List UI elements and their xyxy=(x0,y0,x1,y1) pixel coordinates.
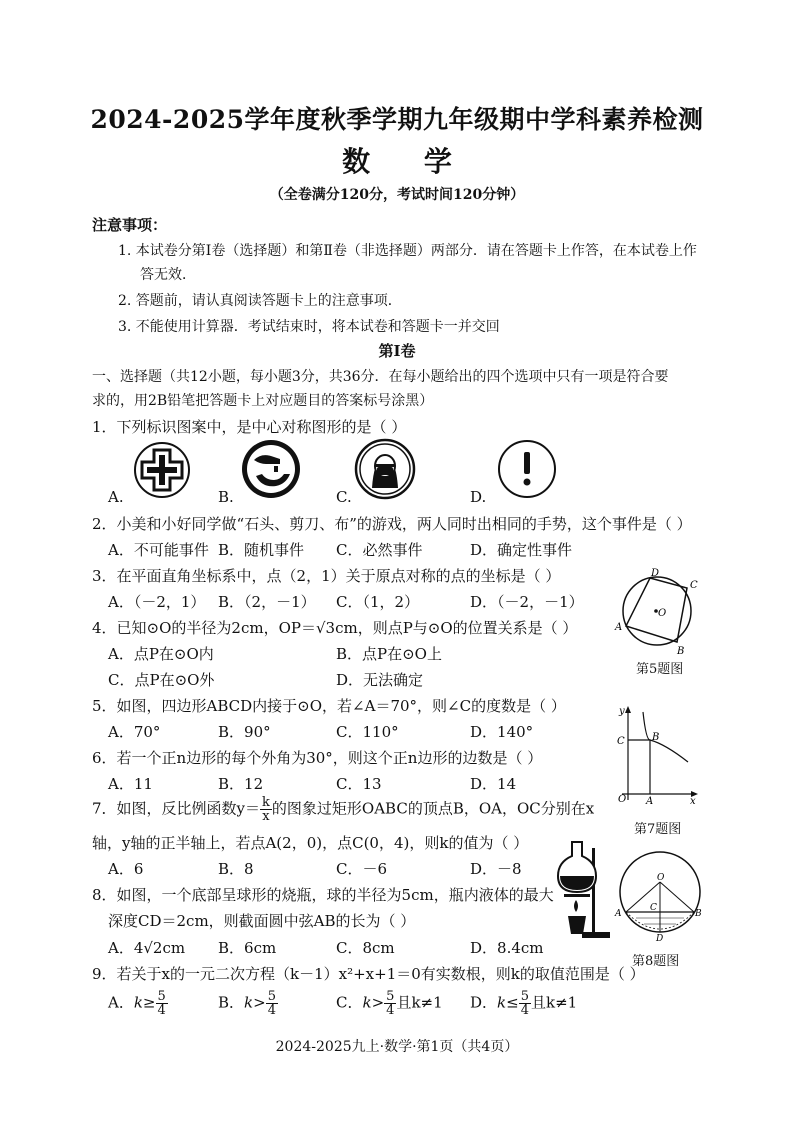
q9-a-rel: k≥ xyxy=(133,993,156,1012)
q9-c-rel: k> xyxy=(362,993,385,1012)
q7-option-d: D．－8 xyxy=(470,860,522,878)
q2-option-b: B．随机事件 xyxy=(218,541,305,559)
q8-stem-line-1: 8．如图，一个底部呈球形的烧瓶，球的半径为5cm，瓶内液体的最大 xyxy=(92,886,554,904)
q4-stem: 4．已知⊙O的半径为2cm，OP＝√3cm，则点P与⊙O的位置关系是（ ） xyxy=(92,619,578,637)
q4-option-d: D．无法确定 xyxy=(336,671,424,689)
q7-stem-part-a: 7．如图，反比例函数y＝ xyxy=(92,799,261,818)
part-title: 第Ⅰ卷 xyxy=(378,342,416,360)
medical-cross-logo-icon xyxy=(132,440,192,500)
fig8-label-o: O xyxy=(657,873,665,883)
page-footer: 2024-2025九上·数学·第1页（共4页） xyxy=(275,1039,519,1055)
q7-option-b: B．8 xyxy=(218,860,254,878)
fig5-label-o: O xyxy=(658,608,667,619)
q9-d-den: 4 xyxy=(520,1003,529,1018)
q8-option-c: C．8cm xyxy=(336,939,395,957)
fig8-label-b: B xyxy=(695,909,702,919)
exam-note: （全卷满分120分，考试时间120分钟） xyxy=(269,187,525,203)
q1-option-a: A. xyxy=(108,488,124,506)
fig5-label-a: A xyxy=(615,622,623,633)
fig5-label-b: B xyxy=(677,646,685,656)
q7-frac-den: x xyxy=(262,809,270,824)
q6-stem: 6．若一个正n边形的每个外角为30°，则这个正n边形的边数是（ ） xyxy=(92,749,543,767)
q5-option-b: B．90° xyxy=(218,723,271,741)
q9-c-den: 4 xyxy=(386,1003,395,1018)
figure-8-caption: 第8题图 xyxy=(632,954,680,969)
q7-option-a: A．6 xyxy=(108,860,144,878)
q2-option-d: D．确定性事件 xyxy=(470,541,573,559)
figure-7-graph xyxy=(610,704,700,808)
fig5-label-d: D xyxy=(651,568,660,579)
q2-option-a: A．不可能事件 xyxy=(108,541,209,559)
q3-option-c: C．（1，2） xyxy=(336,593,420,611)
notice-item-1: 1. 本试卷分第Ⅰ卷（选择题）和第Ⅱ卷（非选择题）两部分．请在答题卡上作答，在本试卷上作 xyxy=(118,243,697,259)
fig5-label-c: C xyxy=(690,580,698,591)
q9-a-label: A． xyxy=(108,993,134,1012)
q7-fraction xyxy=(260,796,272,823)
q8-option-b: B．6cm xyxy=(218,939,277,957)
q1-option-c: C. xyxy=(336,488,352,506)
q9-c-frac xyxy=(384,990,396,1017)
notice-heading: 注意事项： xyxy=(92,216,168,234)
q6-option-d: D．14 xyxy=(470,775,517,793)
q7-frac-num: k xyxy=(262,795,270,810)
q4-option-b: B．点P在⊙O上 xyxy=(336,645,442,663)
subject-title: 数 学 xyxy=(342,145,474,178)
notice-item-3: 3. 不能使用计算器．考试结束时，将本试卷和答题卡一并交回 xyxy=(118,319,500,335)
fig7-label-b: B xyxy=(652,732,660,743)
fig7-label-a: A xyxy=(646,796,654,807)
q9-option-c xyxy=(336,990,443,1017)
q9-c-tail: 且k≠1 xyxy=(396,993,443,1012)
q3-option-a: A．（－2，1） xyxy=(108,593,206,611)
q9-d-label: D． xyxy=(470,993,498,1012)
section-1-line-1: 一、选择题（共12小题，每小题3分，共36分．在每小题给出的四个选项中只有一项是符合要 xyxy=(92,369,669,385)
q9-stem: 9．若关于x的一元二次方程（k－1）x²+x+1＝0有实数根，则k的取值范围是（ ） xyxy=(92,965,645,983)
figure-7-caption: 第7题图 xyxy=(634,822,682,837)
q9-b-frac xyxy=(266,990,278,1017)
q2-stem: 2．小美和小好同学做“石头、剪刀、布”的游戏，两人同时出相同的手势，这个事件是（ ） xyxy=(92,515,692,533)
notice-item-1-cont: 答无效． xyxy=(140,267,196,283)
q5-stem: 5．如图，四边形ABCD内接于⊙O，若∠A＝70°，则∠C的度数是（ ） xyxy=(92,697,566,715)
q3-option-b: B．（2，－1） xyxy=(218,593,316,611)
figure-5-caption: 第5题图 xyxy=(636,662,684,677)
q9-d-frac xyxy=(519,990,531,1017)
hand-washing-sign-icon xyxy=(240,438,302,500)
q7-option-c: C．－6 xyxy=(336,860,388,878)
fig7-label-y: y xyxy=(619,706,625,717)
q2-option-c: C．必然事件 xyxy=(336,541,423,559)
q9-a-num: 5 xyxy=(157,989,166,1004)
fig7-label-x: x xyxy=(690,796,696,807)
figure-5-diagram xyxy=(612,566,702,656)
q6-option-b: B．12 xyxy=(218,775,264,793)
q7-stem-part-b: 的图象过矩形OABC的顶点B，OA，OC分别在x xyxy=(271,799,595,818)
exclamation-sign-icon xyxy=(496,438,558,500)
q9-d-rel: k≤ xyxy=(497,993,519,1012)
q9-a-den: 4 xyxy=(157,1003,166,1018)
q9-d-num: 5 xyxy=(520,989,529,1004)
q4-option-c: C．点P在⊙O外 xyxy=(108,671,215,689)
fig8-label-a: A xyxy=(615,909,622,919)
fig8-label-c: C xyxy=(650,903,657,913)
q8-option-d: D．8.4cm xyxy=(470,939,544,957)
notice-item-2: 2. 答题前，请认真阅读答题卡上的注意事项． xyxy=(118,293,402,309)
q9-a-frac xyxy=(156,990,168,1017)
q8-stem-line-2: 深度CD＝2cm，则截面圆中弦AB的长为（ ） xyxy=(108,912,416,930)
q7-stem-line-2: 轴，y轴的正半轴上，若点A(2，0)，点C(0，4)，则k的值为（ ） xyxy=(92,834,529,852)
q9-b-den: 4 xyxy=(267,1003,276,1018)
q3-stem: 3．在平面直角坐标系中，点（2，1）关于原点对称的点的坐标是（ ） xyxy=(92,567,561,585)
face-mask-sign-icon xyxy=(354,438,416,500)
q5-option-d: D．140° xyxy=(470,723,534,741)
q1-option-d: D. xyxy=(470,488,487,506)
fig7-label-c: C xyxy=(617,736,625,747)
q9-c-num: 5 xyxy=(386,989,395,1004)
q6-option-c: C．13 xyxy=(336,775,382,793)
q9-d-tail: 且k≠1 xyxy=(530,993,578,1012)
section-1-line-2: 求的，用2B铅笔把答题卡上对应题目的答案标号涂黑） xyxy=(92,393,434,409)
q5-option-a: A．70° xyxy=(108,723,161,741)
q6-option-a: A．11 xyxy=(108,775,153,793)
q9-b-num: 5 xyxy=(267,989,276,1004)
q9-option-d xyxy=(470,990,577,1017)
q1-option-b: B. xyxy=(218,488,234,506)
flask-on-stand-illustration xyxy=(552,838,612,942)
figure-8-diagram xyxy=(612,846,704,942)
q7-stem-line-1 xyxy=(92,796,594,823)
q8-option-a: A．4√2cm xyxy=(108,939,186,957)
q1-stem: 1．下列标识图案中，是中心对称图形的是（ ） xyxy=(92,418,407,436)
q3-option-d: D．（－2，－1） xyxy=(470,593,584,611)
fig8-label-d: D xyxy=(656,934,664,942)
q9-option-a xyxy=(108,990,168,1017)
q9-b-rel: k> xyxy=(244,993,266,1012)
exam-title: 2024-2025学年度秋季学期九年级期中学科素养检测 xyxy=(90,105,704,134)
fig7-label-o: O xyxy=(618,794,627,805)
q9-c-label: C． xyxy=(336,993,363,1012)
q9-b-label: B． xyxy=(218,993,245,1012)
q4-option-a: A．点P在⊙O内 xyxy=(108,645,214,663)
q9-option-b xyxy=(218,990,278,1017)
q5-option-c: C．110° xyxy=(336,723,399,741)
